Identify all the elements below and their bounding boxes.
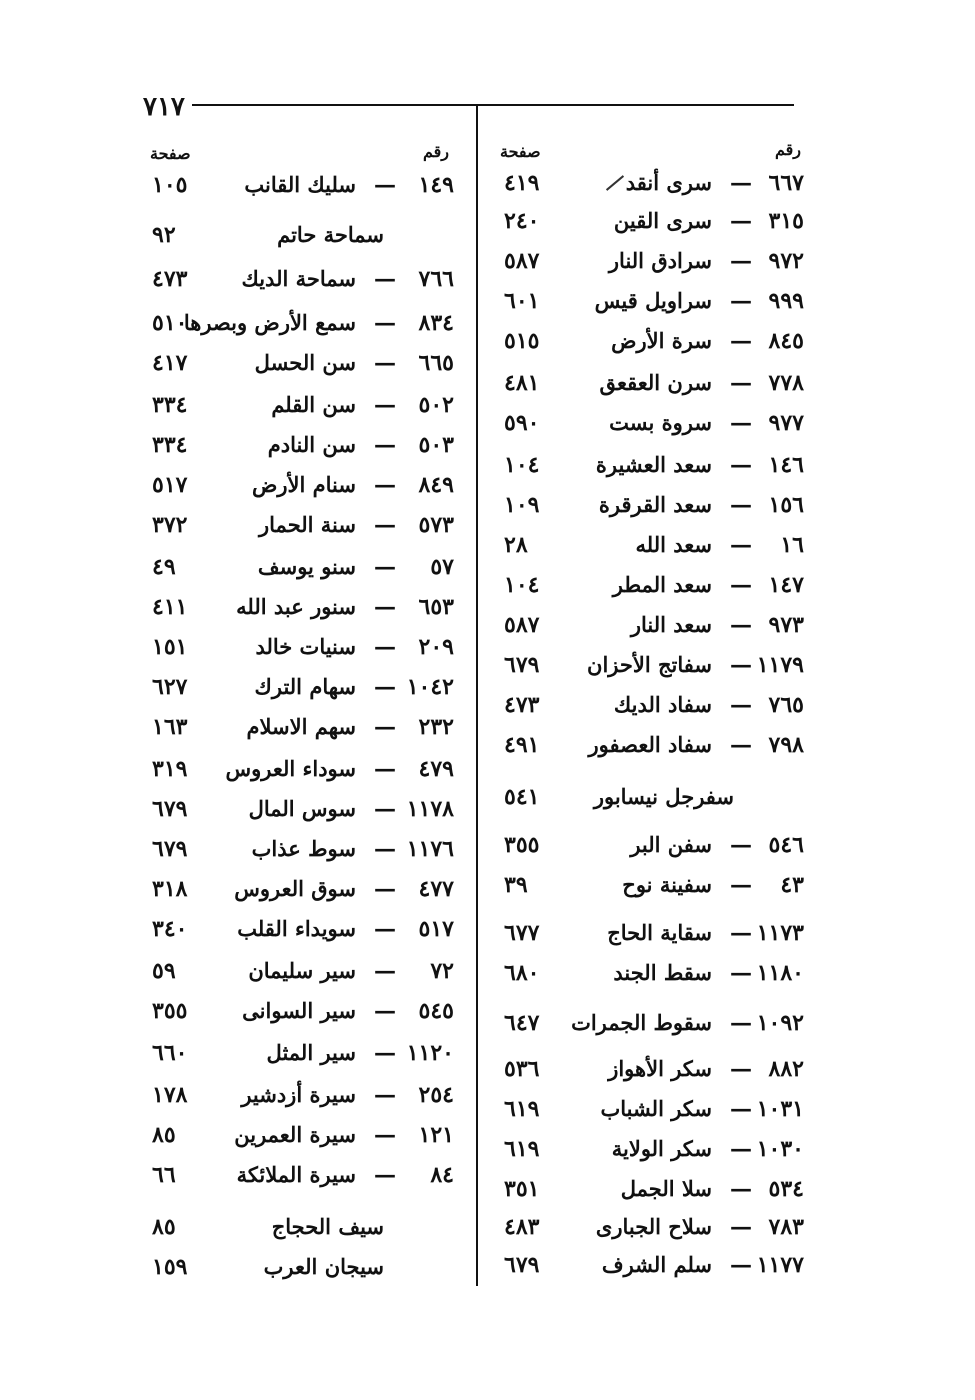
left-entry-no-header: رقم [423,142,450,161]
entry-dash: — [730,1136,752,1162]
entry-dash: — [730,1252,752,1278]
entry-number: ٨٤ [430,1162,454,1188]
entry-page: ٦٧٩ [504,652,540,678]
entry-dash: — [730,532,752,558]
entry-page: ٦٦٠ [152,1040,188,1066]
entry-title: سفرجل نيسابور [593,784,734,809]
index-entry [504,248,804,284]
entry-number: ٧٧٨ [768,370,804,396]
index-entry [152,350,454,386]
entry-number: ٥٧ [430,554,454,580]
index-entry [152,634,454,670]
index-entry [152,1122,454,1158]
index-entry [504,572,804,608]
entry-dash: — [730,1214,752,1240]
entry-title: سفن البر [630,832,712,857]
entry-number: ٢٥٤ [418,1082,454,1108]
index-entry [152,594,454,630]
entry-page: ٦٧٩ [152,836,188,862]
index-entry [152,266,454,302]
index-entry [152,472,454,508]
entry-dash: — [374,634,396,660]
entry-page: ٤١٩ [504,170,540,196]
index-entry [504,872,804,908]
entry-dash: — [374,998,396,1024]
entry-dash: — [730,410,752,436]
index-entry [504,732,804,768]
entry-number: ١١٧٣ [756,920,804,946]
entry-page: ٣١٨ [152,876,188,902]
entry-dash: — [730,612,752,638]
entry-number: ١١٧٧ [756,1252,804,1278]
entry-page: ١٠٥ [152,172,188,198]
entry-dash: — [374,392,396,418]
header-rule [192,104,794,106]
entry-page: ٥١٠ [152,310,188,336]
index-entry [152,836,454,872]
index-entry [504,612,804,648]
entry-page: ١٦٣ [152,714,188,740]
entry-title: سير السوانى [242,998,356,1023]
page-number: ٧١٧ [143,92,185,122]
index-entry [152,1254,454,1290]
entry-title: سن القلم [271,392,356,417]
entry-dash: — [730,1096,752,1122]
entry-number: ٤٣ [780,872,804,898]
entry-number: ٣١٥ [768,208,804,234]
entry-number: ١٥٦ [768,492,804,518]
index-entry [152,916,454,952]
right-page-header: صفحة [500,142,541,161]
index-entry [152,222,454,258]
entry-dash: — [374,674,396,700]
entry-page: ٣٥١ [504,1176,540,1202]
entry-number: ٧٢ [430,958,454,984]
entry-number: ١١٨٠ [756,960,804,986]
entry-number: ٩٧٣ [768,612,804,638]
index-entry [152,756,454,792]
entry-dash: — [374,172,396,198]
entry-page: ٣٤٠ [152,916,188,942]
entry-dash: — [374,796,396,822]
entry-dash: — [374,836,396,862]
entry-page: ٥١٥ [504,328,540,354]
index-entry [504,492,804,528]
entry-dash: — [374,714,396,740]
entry-number: ١١٢٠ [406,1040,454,1066]
entry-page: ٩٢ [152,222,176,248]
entry-title: سكر الأهواز [608,1056,712,1081]
entry-dash: — [374,876,396,902]
entry-page: ٢٨ [504,532,528,558]
entry-dash: — [374,756,396,782]
index-entry [152,172,454,208]
index-entry [504,1252,804,1288]
entry-number: ٤٧٧ [418,876,454,902]
entry-number: ١٠٤٢ [406,674,454,700]
entry-title: سعد النار [630,612,712,637]
entry-number: ٥٤٦ [768,832,804,858]
entry-number: ٨٨٢ [768,1056,804,1082]
entry-title: سقوط الجمرات [571,1010,712,1035]
entry-number: ٦٦٥ [418,350,454,376]
entry-title: سوق العروس [234,876,356,901]
entry-page: ٨٥ [152,1214,176,1240]
index-entry [504,1136,804,1172]
entry-title: سهام الترك [254,674,356,699]
index-entry [504,1214,804,1250]
index-entry [152,432,454,468]
index-entry [504,452,804,488]
entry-page: ٤١٧ [152,350,188,376]
entry-page: ١٠٤ [504,572,540,598]
index-entry [504,328,804,364]
entry-number: ٨٤٩ [418,472,454,498]
entry-number: ١٦ [780,532,804,558]
entry-page: ٦٧٧ [504,920,540,946]
index-entry [152,674,454,710]
entry-dash: — [730,1176,752,1202]
entry-dash: — [730,452,752,478]
entry-number: ٧٦٦ [418,266,454,292]
index-entry [152,876,454,912]
entry-title: سماحة الديك [241,266,356,291]
entry-title: سنام الأرض [252,472,356,497]
entry-number: ٧٩٨ [768,732,804,758]
entry-dash: — [730,370,752,396]
entry-page: ٥٨٧ [504,612,540,638]
entry-page: ٦٨٠ [504,960,540,986]
entry-title: سمع الأرض وبصرها [183,310,356,335]
entry-dash: — [730,170,752,196]
entry-page: ٦٠١ [504,288,540,314]
entry-number: ٢٠٩ [418,634,454,660]
entry-number: ١٠٣٠ [756,1136,804,1162]
index-entry [152,958,454,994]
entry-title: سوس المال [248,796,356,821]
entry-number: ٥٤٥ [418,998,454,1024]
entry-page: ١٥١ [152,634,188,660]
entry-dash: — [374,472,396,498]
entry-number: ٥٠٣ [418,432,454,458]
entry-number: ١٤٧ [768,572,804,598]
index-entry [152,554,454,590]
entry-number: ١٠٩٢ [756,1010,804,1036]
entry-number: ٨٤٥ [768,328,804,354]
entry-dash: — [730,288,752,314]
entry-dash: — [730,248,752,274]
entry-dash: — [374,512,396,538]
entry-title: سماحة حاتم [277,222,384,247]
entry-page: ٤٨٣ [504,1214,540,1240]
entry-number: ١١٧٦ [406,836,454,862]
entry-title: سليك القانب [244,172,356,197]
entry-dash: — [730,1010,752,1036]
entry-page: ٦٧٩ [504,1252,540,1278]
entry-dash: — [374,310,396,336]
entry-page: ٥٨٧ [504,248,540,274]
entry-page: ٦٦ [152,1162,176,1188]
entry-number: ٧٨٣ [768,1214,804,1240]
entry-title: سن النادم [267,432,356,457]
entry-title: سيرة الملائكة [236,1162,356,1187]
index-entry [504,692,804,728]
entry-page: ٦٤٧ [504,1010,540,1036]
index-entry [504,960,804,996]
entry-dash: — [730,492,752,518]
entry-title: سيف الحجاج [271,1214,384,1239]
entry-title: سرى أنقد [625,170,712,195]
entry-number: ٢٣٢ [418,714,454,740]
index-entry [152,714,454,750]
entry-page: ١٠٤ [504,452,540,478]
entry-title: سهم الاسلام [246,714,356,739]
entry-page: ٥٣٦ [504,1056,540,1082]
entry-dash: — [730,732,752,758]
index-entry [504,410,804,446]
index-entry [152,1040,454,1076]
entry-page: ٣٣٤ [152,392,188,418]
entry-page: ٣٩ [504,872,528,898]
entry-page: ٣٥٥ [504,832,540,858]
entry-page: ٤٨١ [504,370,540,396]
entry-title: سكر الشباب [600,1096,712,1121]
entry-page: ٤٩١ [504,732,540,758]
column-divider [476,106,478,1286]
left-page-header: صفحة [150,144,191,163]
entry-dash: — [730,960,752,986]
entry-title: سعد القرقرة [598,492,712,517]
entry-page: ٤٩ [152,554,176,580]
entry-page: ٣٧٢ [152,512,188,538]
entry-title: سفاد العصفور [588,732,712,757]
entry-title: سراويل قيس [594,288,712,313]
index-entry [504,208,804,244]
right-entry-no-header: رقم [775,140,802,159]
entry-title: سقاية الحاج [607,920,712,945]
entry-dash: — [730,1056,752,1082]
index-entry [152,998,454,1034]
entry-dash: — [730,832,752,858]
entry-dash: — [374,916,396,942]
entry-title: سلم الشرف [601,1252,712,1277]
entry-page: ١٥٩ [152,1254,188,1280]
entry-title: سلا الجمل [620,1176,712,1201]
index-entry [504,1176,804,1212]
entry-title: سنور عبد الله [236,594,356,619]
entry-title: سقط الجند [613,960,712,985]
entry-page: ٨٥ [152,1122,176,1148]
entry-page: ٦٢٧ [152,674,188,700]
entry-title: سرى القين [613,208,712,233]
entry-title: سفاد الديك [613,692,712,717]
index-entry [504,370,804,406]
index-entry [504,170,804,206]
entry-page: ٦١٩ [504,1096,540,1122]
entry-title: سيرة العمرين [234,1122,356,1147]
entry-dash: — [730,692,752,718]
entry-number: ٩٧٧ [768,410,804,436]
index-entry [504,920,804,956]
entry-title: سعد المطر [612,572,712,597]
entry-page: ١٧٨ [152,1082,188,1108]
index-entry [504,1056,804,1092]
entry-dash: — [730,872,752,898]
entry-page: ٥١٧ [152,472,188,498]
entry-number: ١١٧٨ [406,796,454,822]
entry-page: ٣٣٤ [152,432,188,458]
index-entry [152,796,454,832]
entry-page: ٥٤١ [504,784,540,810]
index-entry [504,532,804,568]
entry-dash: — [374,350,396,376]
entry-dash: — [374,432,396,458]
entry-title: سعد العشيرة [595,452,712,477]
entry-title: سن الحسل [254,350,356,375]
index-entry [504,784,804,820]
entry-page: ٤٧٣ [152,266,188,292]
entry-dash: — [730,208,752,234]
entry-title: سنيات خالد [255,634,356,659]
entry-number: ٩٧٢ [768,248,804,274]
entry-title: سفينة نوح [622,872,712,897]
entry-dash: — [730,920,752,946]
entry-title: سيجان العرب [263,1254,384,1279]
entry-dash: — [374,554,396,580]
entry-number: ٩٩٩ [768,288,804,314]
entry-number: ١٢١ [418,1122,454,1148]
entry-page: ٣٥٥ [152,998,188,1024]
entry-page: ٦١٩ [504,1136,540,1162]
entry-title: سيرة أزدشير [241,1082,356,1107]
entry-title: سنة الحمار [259,512,356,537]
entry-number: ٥١٧ [418,916,454,942]
entry-page: ٦٧٩ [152,796,188,822]
entry-number: ٧٦٥ [768,692,804,718]
entry-dash: — [374,1040,396,1066]
index-entry [504,832,804,868]
entry-page: ٢٤٠ [504,208,540,234]
index-entry [504,652,804,688]
entry-number: ١٤٦ [768,452,804,478]
entry-number: ٦٦٧ [768,170,804,196]
entry-number: ٦٥٣ [418,594,454,620]
entry-number: ٤٧٩ [418,756,454,782]
entry-dash: — [374,266,396,292]
entry-title: سرادق النار [608,248,712,273]
entry-title: سرة الأرض [611,328,712,353]
entry-title: سوداء العروس [225,756,356,781]
entry-title: سنو يوسف [257,554,356,579]
entry-number: ٥٣٤ [768,1176,804,1202]
entry-number: ٥٧٣ [418,512,454,538]
entry-page: ٤١١ [152,594,188,620]
entry-title: سكر الولاية [611,1136,712,1161]
index-entry [504,288,804,324]
entry-dash: — [374,594,396,620]
index-entry [152,512,454,548]
entry-title: سوط عذاب [251,836,356,861]
entry-dash: — [730,572,752,598]
entry-page: ٥٩ [152,958,176,984]
entry-page: ٥٩٠ [504,410,540,436]
entry-number: ٥٠٢ [418,392,454,418]
entry-title: سفاتج الأحزان [587,652,712,677]
entry-dash: — [374,958,396,984]
index-entry [152,310,454,346]
entry-page: ٤٧٣ [504,692,540,718]
entry-title: سروة بست [609,410,712,435]
entry-title: سلاح الجبارى [595,1214,712,1239]
index-entry [152,1162,454,1198]
entry-dash: — [374,1162,396,1188]
entry-number: ١١٧٩ [756,652,804,678]
entry-dash: — [730,652,752,678]
entry-title: سير المثل [266,1040,356,1065]
entry-number: ٨٣٤ [418,310,454,336]
entry-page: ٣١٩ [152,756,188,782]
entry-title: سويداء القلب [237,916,356,941]
entry-title: سير سليمان [248,958,356,983]
entry-dash: — [374,1122,396,1148]
entry-number: ١٠٣١ [756,1096,804,1122]
index-entry [504,1096,804,1132]
index-entry [152,392,454,428]
entry-number: ١٤٩ [418,172,454,198]
entry-title: سعد الله [635,532,712,557]
entry-title: سرن العقعق [599,370,712,395]
index-entry [152,1082,454,1118]
entry-dash: — [730,328,752,354]
index-entry [152,1214,454,1250]
index-entry [504,1010,804,1046]
entry-page: ١٠٩ [504,492,540,518]
entry-dash: — [374,1082,396,1108]
